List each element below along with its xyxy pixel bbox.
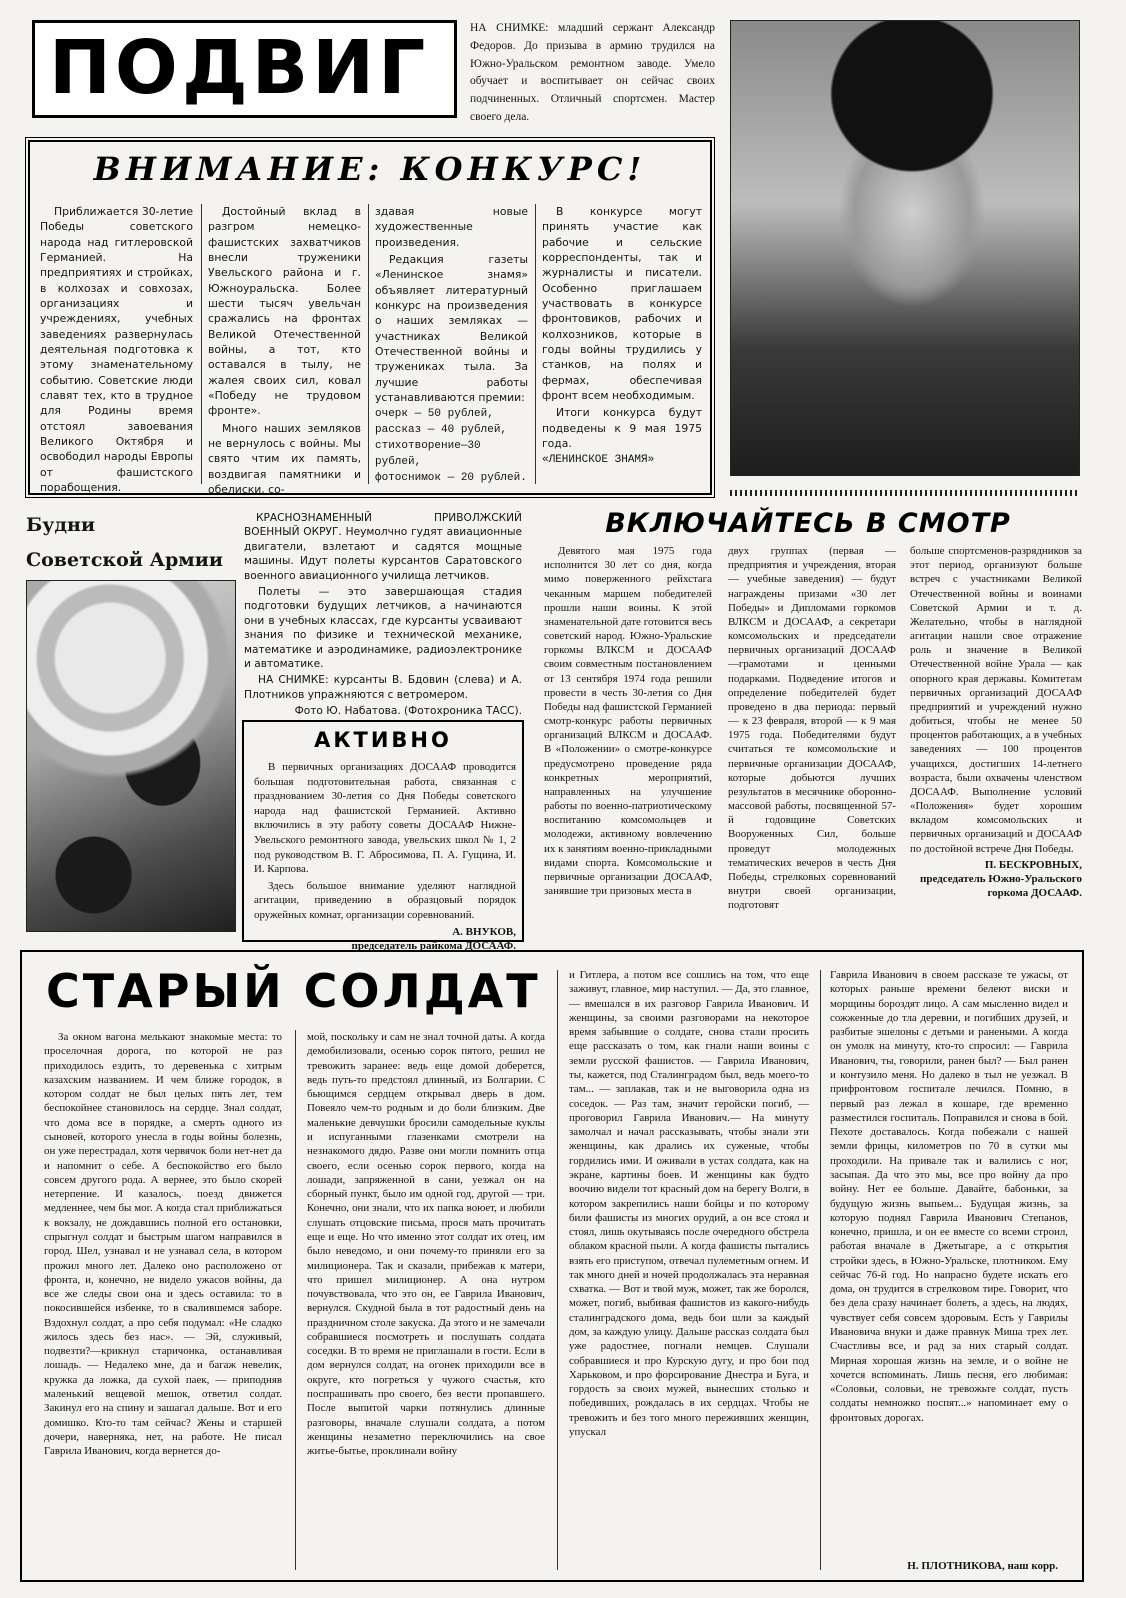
contest-title: ВНИМАНИЕ: КОНКУРС! xyxy=(93,150,647,188)
smotr-col-3 xyxy=(910,544,1082,936)
smotr-title: ВКЛЮЧАЙТЕСЬ В СМОТР xyxy=(605,508,1011,539)
soldier-col-1 xyxy=(44,1030,282,1575)
budni-title-line: Будни xyxy=(26,514,96,536)
aktivno-paragraph: Здесь большое внимание уделяют наглядной агитации, приведению в образцовый порядок оружейных комнат, организации соревнований. xyxy=(254,879,516,922)
contest-paragraph: Приближается 30-летие Победы советского народа над гитлеровской Германией. На предприятиях и стройках, в колхозах и совхозах, организациях и учреждениях, учебных заведениях развернулась деятельная подготовка к этому знаменательному событию. Советские люди славят тех, кто в трудное для Родины время отстоял завоевания Великого Октября и освободил народы Европы от фашистского порабощения. xyxy=(40,205,193,494)
prize-list xyxy=(375,407,528,487)
contest-paragraph: Редакция газеты «Ленинское знамя» объявляет литературный конкурс на произведения о наших земляках — участниках Великой Отечественной войны и тружениках тыла. За лучшие работы устанавливаются премии: xyxy=(375,252,528,404)
prize-item: очерк — 50 рублей, xyxy=(375,408,494,421)
contest-paragraph: Итоги конкурса будут подведены к 9 мая 1975 года. xyxy=(542,406,702,450)
contest-divider xyxy=(201,204,202,484)
cadets-photo xyxy=(26,580,236,932)
prize-item: рассказ — 40 рублей, xyxy=(375,424,508,437)
contest-divider xyxy=(368,204,369,484)
smotr-paragraph: Девятого мая 1975 года исполнится 30 лет со дня, когда мимо поверженного рейхстага чеканным маршем победителей прошли наши воины. К этой знаменательной дате готовится весь советский народ. Южно-Уральские горкомы ВЛКСМ и ДОСААФ своим совместным постановлением от 13 сентября 1974 года решили провести в честь 30-летия со Дня Победы над фашистской Германией смотр-конкурс работы первичных организаций ВЛКСМ и ДОСААФ. В «Положении» о смотре-конкурсе предусмотрено проведение ряда конкретных мероприятий, направленных на улучшение работы по военно-патриотическому воспитанию комсомольцев и молодежи, активному вовлечению их к занятиям военно-прикладными видами спорта. Комсомольские и первичные организации ДОСААФ, занявшие три призовых места в xyxy=(544,545,712,898)
soldier-title: СТАРЫЙ СОЛДАТ xyxy=(46,964,541,1018)
contest-paragraph: Много наших земляков не вернулось с войны. Мы свято чтим их память, воздвигая памятники и обелиски, со- xyxy=(208,421,361,496)
prize-item: фотоснимок — 20 рублей. xyxy=(375,472,527,485)
podvig-title: ПОДВИГ xyxy=(49,25,430,111)
smotr-signature-name: П. БЕСКРОВНЫХ, xyxy=(984,858,1082,871)
soldier-divider xyxy=(820,970,821,1570)
aktivno-title: АКТИВНО xyxy=(314,728,452,752)
aktivno-text xyxy=(254,760,516,953)
smotr-col-2 xyxy=(728,544,896,936)
budni-title xyxy=(26,508,246,578)
soldier-portrait-photo xyxy=(730,20,1080,476)
soldier-col-2 xyxy=(307,1030,545,1575)
smotr-paragraph: двух группах (первая — предприятия и учреждения, вторая — учебные заведения) — будут награждены призами «30 лет Победы» и Дипломами горкомов ВЛКСМ и ДОСААФ, а секретари комсомольских и председатели первичных организаций ДОСААФ —грамотами и ценными подарками. Подведение итогов и определение победителей будет проведено в два периода: первый — к 23 февраля, второй — к 9 мая 1975 года. Победителями будут считаться те комсомольские и первичные организации ДОСААФ, которые добьются лучших результатов в месячнике оборонно-массовой работы, посвященной 57-й годовщине Советских Вооруженных Сил, больше проведут молодежных тематических вечеров в честь Дня Победы, стрелковых соревнований внутри своей организации, подготовят xyxy=(728,545,896,912)
contest-col-4 xyxy=(542,204,702,490)
budni-paragraph: Полеты — это завершающая стадия подготовки будущих летчиков, а начинаются они в учебных классах, где курсанты усваивают знания по физике и технической механике, математике и аэродинамике, радиоэлектронике и автоматике. xyxy=(244,586,522,671)
contest-signature: «ЛЕНИНСКОЕ ЗНАМЯ» xyxy=(542,454,655,467)
soldier-col-4 xyxy=(830,968,1068,1558)
contest-paragraph: В конкурсе могут принять участие как рабочие и сельские корреспонденты, так и журналисты и писатели. Особенно приглашаем участвовать в конкурсе фронтовиков, рабочих и колхозников, которые в годы войны трудились у станков, на полях и фермах, обеспечивая фронт всем необходимым. xyxy=(542,205,702,402)
soldier-col-3 xyxy=(569,968,809,1575)
soldier-divider xyxy=(557,970,558,1570)
podvig-title-box xyxy=(32,20,457,118)
dotted-rule xyxy=(730,490,1080,496)
soldier-paragraph: и Гитлера, а потом все сошлись на том, что еще заживут, главное, мир наступил. — Да, это главное, — вмешался в их разговор Гаврила Иванович. И женщины, за своими разговорами на некоторое время забывшие о солдате, снова стали просить еще рассказать о том, как гнали наши воины с земли русской фашистов. — Гаврила Иванович, ты, кажется, под Сталинградом был, ведь моего-то там... — заплакав, так и не выговорила одна из соседок. — Раз там, значит геройски погиб, — проговорил Гаврила Иванович.— На минуту замолчал и начал рассказывать, чтобы знали эти женщины, как дрались их суженые, чтобы гордились ими. И оживали в устах солдата, как на экране, картины боев. И женщины как будто воочию видели тот красный дом на берегу Волги, в котором закрепились наши бойцы и по которому били фашисты из многих орудий, а он все стоял и стоял, лишь окутываясь после очередного обстрела облаком красной пыли. А когда фашисты пытались взять его приступом, отвечал пулеметным огнем. И так много дней и ночей продолжалась эта неравная схватка. — Вот и твой муж, может, так же боролся, может, погиб, выбивая фашистов из какого-нибудь сталинградского дома, ведь бои шли за каждый дом, за каждую улицу. Дальше рассказ солдата был уже радостнее, погнали немцев. Слушали собравшиеся и про Курскую дугу, и про бои под Харьковом, и про форсирование Днестра и Буга, и гордость за своих мужей, вынесших столько и победивших, рождалась в их сердцах. Чтобы не тревожить и без того много переживших женщин, упускал xyxy=(569,969,809,1438)
smotr-col-1 xyxy=(544,544,712,936)
aktivno-paragraph: В первичных организациях ДОСААФ проводится большая подготовительная работа, связанная с празднованием 30-летия со Дня Победы советского народа над фашистской Германией. Активно включились в эту работу советы ДОСААФ Нижне-Увельского ремонтного завода, увельских школ № 1, 2 под руководством В. Г. Абросимова, П. А. Гущина, И. И. Карпова. xyxy=(254,761,516,876)
budni-paragraph: КРАСНОЗНАМЕННЫЙ ПРИВОЛЖСКИЙ ВОЕННЫЙ ОКРУГ. Неумолчно гудят авиационные двигатели, взлетают и садятся мощные машины. Идут полеты курсантов Саратовского военного авиационного училища летчиков. xyxy=(244,512,522,582)
contest-col-2 xyxy=(208,204,361,496)
soldier-paragraph: мой, поскольку и сам не знал точной даты. А когда демобилизовали, осенью сорок пятого, решил не тревожить заранее: ведь еще домой доберется, ведь путь-то предстоял длинный, из Болгарии. С бьющимся сердцем открывал дверь в дом. Повеяло чем-то родным и до боли близким. Две маленькие девчушки бросили самодельные куклы и испуганными глазенками смотрели на незнакомого дядю. Разве они могли помнить отца своего, если осенью сорок первого, когда на лошади, запряженной в сани, уезжал он на сборный пункт, было им одной год, другой — три. Конечно, они знали, что их папка воюет, и любили слушать отцовские письма, прося мать прочитать еще и еще. Но что именно этот солдат их отец, им было неведомо, и они почему-то приняли его за милиционера. Так и сказали, прибежав к матери, что пришел милиционер. А она нутром почувствовала, что это он, ее Гаврила Иванович, вернулся. Скудной была в тот радостный день на праздничном столе закуска. Да этого и не замечали собравшиеся посмотреть и послушать солдата соседки. В то время не приглашали в гости. Если в дом вернулся солдат, на огонек приходили все в округе, кто погреться у чужого счастья, кто поспрашивать про своего, без вести пропавшего. После выпитой чарки потянулись длинные разговоры, вначале слушали солдата, а потом женщины незаметно переключились на свое житье-бытье, проклинали войну xyxy=(307,1031,545,1458)
contest-col-1 xyxy=(40,204,193,494)
budni-title-line: Советской Армии xyxy=(26,549,223,572)
budni-text xyxy=(244,511,522,716)
budni-paragraph: НА СНИМКЕ: курсанты В. Бдовин (слева) и А. Плотников упражняются с ветромером. xyxy=(244,674,522,701)
photo-credit: Фото Ю. Набатова. (Фотохроника ТАСС). xyxy=(294,705,522,718)
smotr-signature-role: председатель Южно-Уральского горкома ДОСААФ. xyxy=(920,873,1082,900)
soldier-divider xyxy=(295,1030,296,1570)
soldier-paragraph: За окном вагона мелькают знакомые места: то проселочная дорога, по которой не раз приходилось ездить, то деревенька с хитрым казахским названием. И чем ближе городок, в котором солдат не был целых пять лет, тем беспокойнее становилось на сердце. Знал солдат, что дома все в порядке, а смерть одного из сыновей, которого унесла в годы войны болезнь, он уже перестрадал, хотя червячок боли нет-нет да и напомнит о себе. А беспокойство его было совсем другого рода. А вернее, это было скорей нетерпение. И казалось, поезд движется медленнее, чем бы мог. А когда стал приближаться к вокзалу, не дождавшись полной его остановки, спрыгнул солдат и быстрым шагом направился в город. Шел, узнавал и не узнавал села, в котором прожил много лет. Далеко оно расположено от фронта, и, конечно, не видело ужасов войны, да все же следы свои она и здесь оставила: то в покосившейся избенке, то в свалившемся заборе. Вздохнул солдат, а про себя подумал: «Не сладко жилось здесь без нас». — Эй, служивый, подвезти?—крикнул старичонка, останавливая лошадь. — Недалеко мне, да и багаж невелик, кружка да ложка, да сухой паек, — приподняв маленький вещевой мешок, ответил солдат. Закинул его на спину и зашагал дальше. Вот и его домишко. Кто-то там сейчас? Жены и старшей дочери, наверняка, нет, на работе. Не писал Гаврила Иванович, когда вернется до- xyxy=(44,1031,282,1458)
contest-col-3 xyxy=(375,204,528,490)
contest-divider xyxy=(535,204,536,484)
contest-paragraph: здавая новые художественные произведения. xyxy=(375,205,528,249)
prize-item: стихотворение—30 рублей, xyxy=(375,440,481,469)
aktivno-signature-name: А. ВНУКОВ, xyxy=(452,925,516,938)
soldier-paragraph: Гаврила Иванович в своем рассказе те ужасы, от которых раньше времени белеют виски и морщины бороздят лицо. А сам мысленно видел и сожженные до тла деревни, и погибших друзей, и разбитые эшелоны с детьми и ранеными. А когда он умолк на минуту, кто-то спросил: — Гаврила Иванович, ты, говорили, ранен был? — Был ранен и контузило меня. Но далеко в тыл не уезжал. В прифронтовом госпитале лечился. Помню, в первый раз лежал в кошаре, где временно разместился госпиталь. Поправился и снова в бой. Пехоте доставалось. Когда побежали с нашей земли фрицы, километров по 70 в сутки мы проходили. На привале так и валились с ног, засыпая. Да что это мы, все про войну да про войну. Нет ее больше. Давайте, бабоньки, за будущую жизнь выпьем... Будущая жизнь, за которую поднял Гаврила Иванович Степанов, конечно, пришла, и он ее вместе со всеми строил, работая вначале в Джетыгаре, а с открытия стройки здесь, в Южно-Уральске, плотником. Ему сейчас 76-й год. Но напрасно будете искать его дома, он трудится в стрелковом тире. Говорит, что без дела сразу начинает болеть, а здесь, на людях, чувствует себя совсем здоровым. Есть у Гаврилы Ивановича внуки и даже правнук Миша трех лет. Счастливы все, и рад за них старый солдат. Мирная хорошая жизнь на земле, и о войне не хочется вспоминать. Лишь песня, его любимая: «Соловьи, соловьи, не тревожьте солдат, пусть солдаты немножко поспят...» напоминает ему о фронтовых дорогах. xyxy=(830,969,1068,1424)
soldier-signature: Н. ПЛОТНИКОВА, наш корр. xyxy=(907,1560,1058,1572)
smotr-paragraph: больше спортсменов-разрядников за этот период, организуют больше встреч с участниками Великой Отечественной войны и воинами Советской Армии и т. д. Желательно, чтобы в наглядной агитации нашли свое отражение роль и значение в Великой Отечественной войне Урала — как опорного края державы. Комитетам первичных организаций ДОСААФ предприятий и учреждений нужно добиться, чтобы не менее 50 процентов работающих, а в учебных заведениях — 100 процентов учащихся, достигших 14-летнего возраста, были охвачены членством ДОСААФ. Выполнение условий «Положения» будет хорошим вкладом комсомольских и первичных организаций и ДОСААФ по достойной встрече Дня Победы. xyxy=(910,545,1082,855)
contest-paragraph: Достойный вклад в разгром немецко-фашистских захватчиков внесли труженики Увельского района и г. Южноуральска. Более шести тысяч увельчан сражались на фронтах Великой Отечественной войны, а тот, кто оставался в тылу, не жалея своих сил, ковал «Победу не трудовом фронте». xyxy=(208,205,361,418)
podvig-caption: НА СНИМКЕ: младший сержант Александр Федоров. До призыва в армию трудился на Южно-Уральском ремонтном заводе. Умело обучает и воспитывает он сейчас своих подчиненных. Отличный спортсмен. Мастер своего дела. xyxy=(470,22,715,124)
aktivno-signature-role: председатель райкома ДОСААФ. xyxy=(351,940,516,953)
